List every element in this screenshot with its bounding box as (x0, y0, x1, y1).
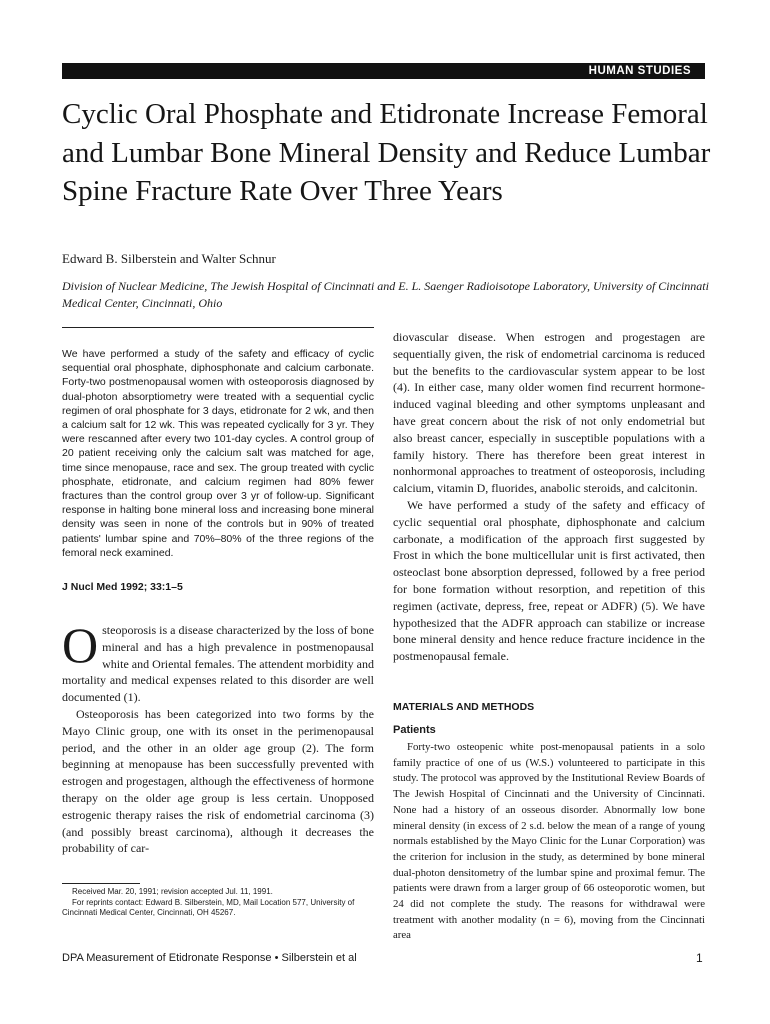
body-right-column (393, 329, 705, 665)
section-banner (62, 63, 705, 79)
journal-citation: J Nucl Med 1992; 33:1–5 (62, 581, 183, 593)
page-number: 1 (696, 951, 703, 965)
body-left-column (62, 617, 374, 857)
methods-heading: MATERIALS AND METHODS (393, 701, 535, 713)
footnote-received: Received Mar. 20, 1991; revision accepted Jul. 11, 1991. (72, 887, 273, 896)
abstract-top-rule (62, 327, 374, 328)
intro-paragraph (62, 617, 374, 706)
article-title: Cyclic Oral Phosphate and Etidronate Increase Femoral and Lumbar Bone Mineral Density and Reduce Lumbar Spine Fracture Rate Over Three Years (62, 98, 711, 207)
patients-heading: Patients (393, 724, 436, 736)
drop-cap: O (62, 617, 99, 673)
footnote-rule (62, 883, 140, 884)
paragraph-classification: Osteoporosis has been categorized into two forms by the Mayo Clinic group, one with its onset in the perimenopausal period, and the other in an older age group (2). The form beginning at menopause has been successfully prevented with estrogen and progestagen, although the effectiveness of hormone therapy on the older age group is less certain. Unopposed estrogenic therapy raises the risk of endometrial carcinoma (3) (and possibly breast carcinoma), although it decreases the probability of car- (62, 706, 374, 856)
footnote-reprints: For reprints contact: Edward B. Silberstein, MD, Mail Location 577, University of Cincinnati Medical Center, Cincinnati, OH 45267. (62, 897, 355, 917)
affiliation: Division of Nuclear Medicine, The Jewish Hospital of Cincinnati and E. L. Saenger Radioisotope Laboratory, University of Cincinnati Medical Center, Cincinnati, Ohio (62, 279, 709, 310)
paragraph-patients: Forty-two osteopenic white post-menopausal patients in a solo family practice of one of us (W.S.) volunteered to participate in this study. The protocol was approved by the Institutional Review Boards of The Jewish Hospital of Cincinnati and the University of Cincinnati. None had a history of an osseous disorder. Abnormally low bone mineral density (in excess of 2 s.d. below the mean of a range of young normals established by the Mayo Clinic for the Lunar Corporation) was the criterion for inclusion in the study, as determined by bone mineral dual-photon densitometry of the lumbar spine and proximal femur. The patients were drawn from a larger group of 66 osteoporotic women, but 24 did not complete the study. The reasons for withdrawal were treatment with another modality (n = 6), moving from the Cincinnati area (393, 741, 705, 942)
running-footer: DPA Measurement of Etidronate Response • Silberstein et al (62, 952, 357, 964)
section-label: HUMAN STUDIES (588, 65, 691, 77)
intro-text: steoporosis is a disease characterized by the loss of bone mineral and has a high prevalence in postmenopausal white and Oriental females. The attendent morbidity and mortality and medical expenses related to this disorder are well documented (1). (62, 623, 374, 705)
abstract: We have performed a study of the safety and efficacy of cyclic sequential oral phosphate, diphosphonate and calcium carbonate. Forty-two postmenopausal women with osteoporosis diagnosed by dual-photon absorptiometry were treated with a sequential cyclic regimen of oral phosphate for 3 days, etidronate for 2 wk, and then a calcium salt for 12 wk. This was repeated cyclically for 3 yr. They were rescanned after every two 101-day cycles. A control group of 20 patient receiving only the calcium salt was matched for age, time since menopause, race and sex. The group treated with cyclic phosphate, etidronate, and calcium regimen had 80% fewer fractures than the control group over 3 yr of follow-up. Significant response in halting bone mineral loss and increasing bone mineral density was seen in none of the controls but in 90% of treated patients' lumbar spine and 70%–80% of the three regions of the femoral neck examined. (62, 348, 374, 559)
paragraph-cardiovascular: diovascular disease. When estrogen and progestagen are sequentially given, the risk of endometrial carcinoma is reduced but the benefits to the cardiovascular system appear to be lost (4). In either case, many older women find recurrent hormone-induced vaginal bleeding and other symptoms unpleasant and have great concern about the risk of not only endometrial but also breast cancer, especially in susceptible populations with a family history. There has therefore been great interest in nonhormonal approaches to treatment of osteoporosis, including calcium, vitamin D, fluorides, anabolic steroids, and calcitonin. (393, 330, 705, 496)
patients-paragraph-block (393, 740, 705, 944)
paragraph-hypothesis: We have performed a study of the safety and efficacy of cyclic sequential oral phosphate, diphosphonate and calcium carbonate, a modification of the approach first suggested by Frost in which the bone multicellular unit is first activated, then osteoclast bone absorption depressed, followed by a free period for bone formation without resorption, and repetition of this regimen (activate, depress, free, repeat or ADFR) (5). We have hypothesized that the ADFR approach can stabilize or increase bone mineral density and hence reduce fracture incidence in the postmenopausal female. (393, 497, 705, 664)
footnotes (62, 887, 380, 919)
authors: Edward B. Silberstein and Walter Schnur (62, 251, 276, 266)
